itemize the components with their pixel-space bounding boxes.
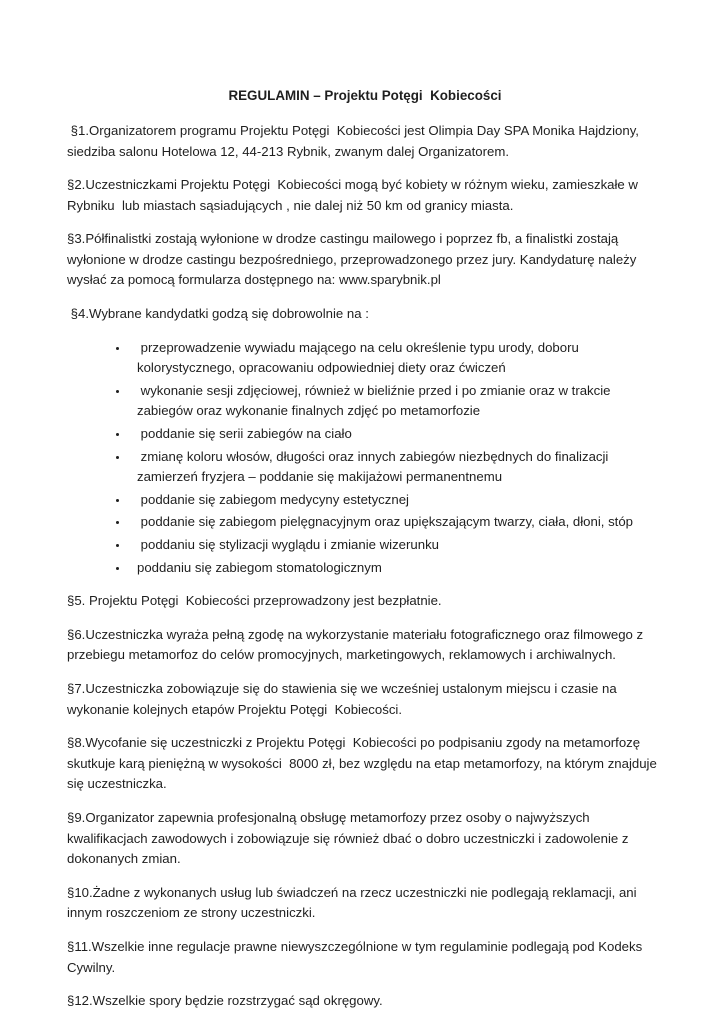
paragraph-5: §5. Projektu Potęgi Kobiecości przeprowadzony jest bezpłatnie.	[67, 593, 442, 609]
paragraph-2: §2.Uczestniczkami Projektu Potęgi Kobiecości mogą być kobiety w różnym wieku, zamieszkałe w Rybniku lub miastach sąsiadujących , nie dalej niż 50 km od granicy miasta.	[67, 177, 642, 213]
paragraph-9: §9.Organizator zapewnia profesjonalną obsługę metamorfozy przez osoby o najwyższych kwalifikacjach zawodowych i zobowiązuje się również dbać o dobro uczestniczki i zadowolenie z dokonanych zmian.	[67, 809, 633, 867]
paragraph-10: §10.Żadne z wykonanych usług lub świadczeń na rzecz uczestniczki nie podlegają reklamacji, ani innym roszczeniom ze strony uczestniczki.	[67, 884, 641, 921]
paragraph-1: §1.Organizatorem programu Projektu Potęgi Kobiecości jest Olimpia Day SPA Monika Hajdziony, siedziba salonu Hotelowa 12, 44-213 Rybnik, zwanym dalej Organizatorem.	[67, 122, 643, 159]
paragraph-11: §11.Wszelkie inne regulacje prawne niewyszczególnione w tym regulaminie podlegają pod Kodeks Cywilny.	[67, 938, 646, 975]
list-item: • poddanie się zabiegom medycyny estetycznej	[129, 490, 663, 511]
consent-bullet-list	[67, 338, 663, 579]
list-item: • wykonanie sesji zdjęciowej, również w bieliźnie przed i po zmianie oraz w trakcie zabiegów oraz wykonanie finalnych zdjęć po metamorfozie	[129, 381, 663, 422]
list-item: • poddanie się serii zabiegów na ciało	[129, 424, 663, 445]
list-item: • poddanie się zabiegom pielęgnacyjnym oraz upiększającym twarzy, ciała, dłoni, stóp	[129, 512, 663, 533]
document-title: REGULAMIN – Projektu Potęgi Kobiecości	[228, 88, 502, 103]
list-item: • przeprowadzenie wywiadu mającego na celu określenie typu urody, doboru kolorystycznego, opracowaniu odpowiedniej diety oraz ćwiczeń	[129, 338, 663, 379]
paragraph-4: §4.Wybrane kandydatki godzą się dobrowolnie na :	[67, 306, 369, 322]
list-item: • poddaniu się zabiegom stomatologicznym	[129, 558, 663, 579]
paragraph-12: §12.Wszelkie spory będzie rozstrzygać sąd okręgowy.	[67, 993, 383, 1009]
list-item: • zmianę koloru włosów, długości oraz innych zabiegów niezbędnych do finalizacji zamierzeń fryzjera – poddanie się makijażowi permanentnemu	[129, 447, 663, 488]
list-item: • poddaniu się stylizacji wyglądu i zmianie wizerunku	[129, 535, 663, 556]
paragraph-8: §8.Wycofanie się uczestniczki z Projektu Potęgi Kobiecości po podpisaniu zgody na metamorfozę skutkuje karą pieniężną w wysokości 8000 zł, bez względu na etap metamorfozy, na którym znajduje się uczestniczka.	[67, 735, 661, 792]
paragraph-7: §7.Uczestniczka zobowiązuje się do stawienia się we wcześniej ustalonym miejscu i czasie na wykonanie kolejnych etapów Projektu Potęgi Kobiecości.	[67, 680, 621, 717]
paragraph-3: §3.Półfinalistki zostają wyłonione w drodze castingu mailowego i poprzez fb, a finalistki zostają wyłonione w drodze castingu bezpośredniego, przeprowadzonego przez jury. Kandydaturę należy wysłać za pomocą formularza dostępnego na: www.sparybnik.pl	[67, 231, 641, 288]
paragraph-6: §6.Uczestniczka wyraża pełną zgodę na wykorzystanie materiału fotograficznego oraz filmowego z przebiegu metamorfoz do celów promocyjnych, marketingowych, reklamowych i archiwalnych.	[67, 626, 647, 663]
